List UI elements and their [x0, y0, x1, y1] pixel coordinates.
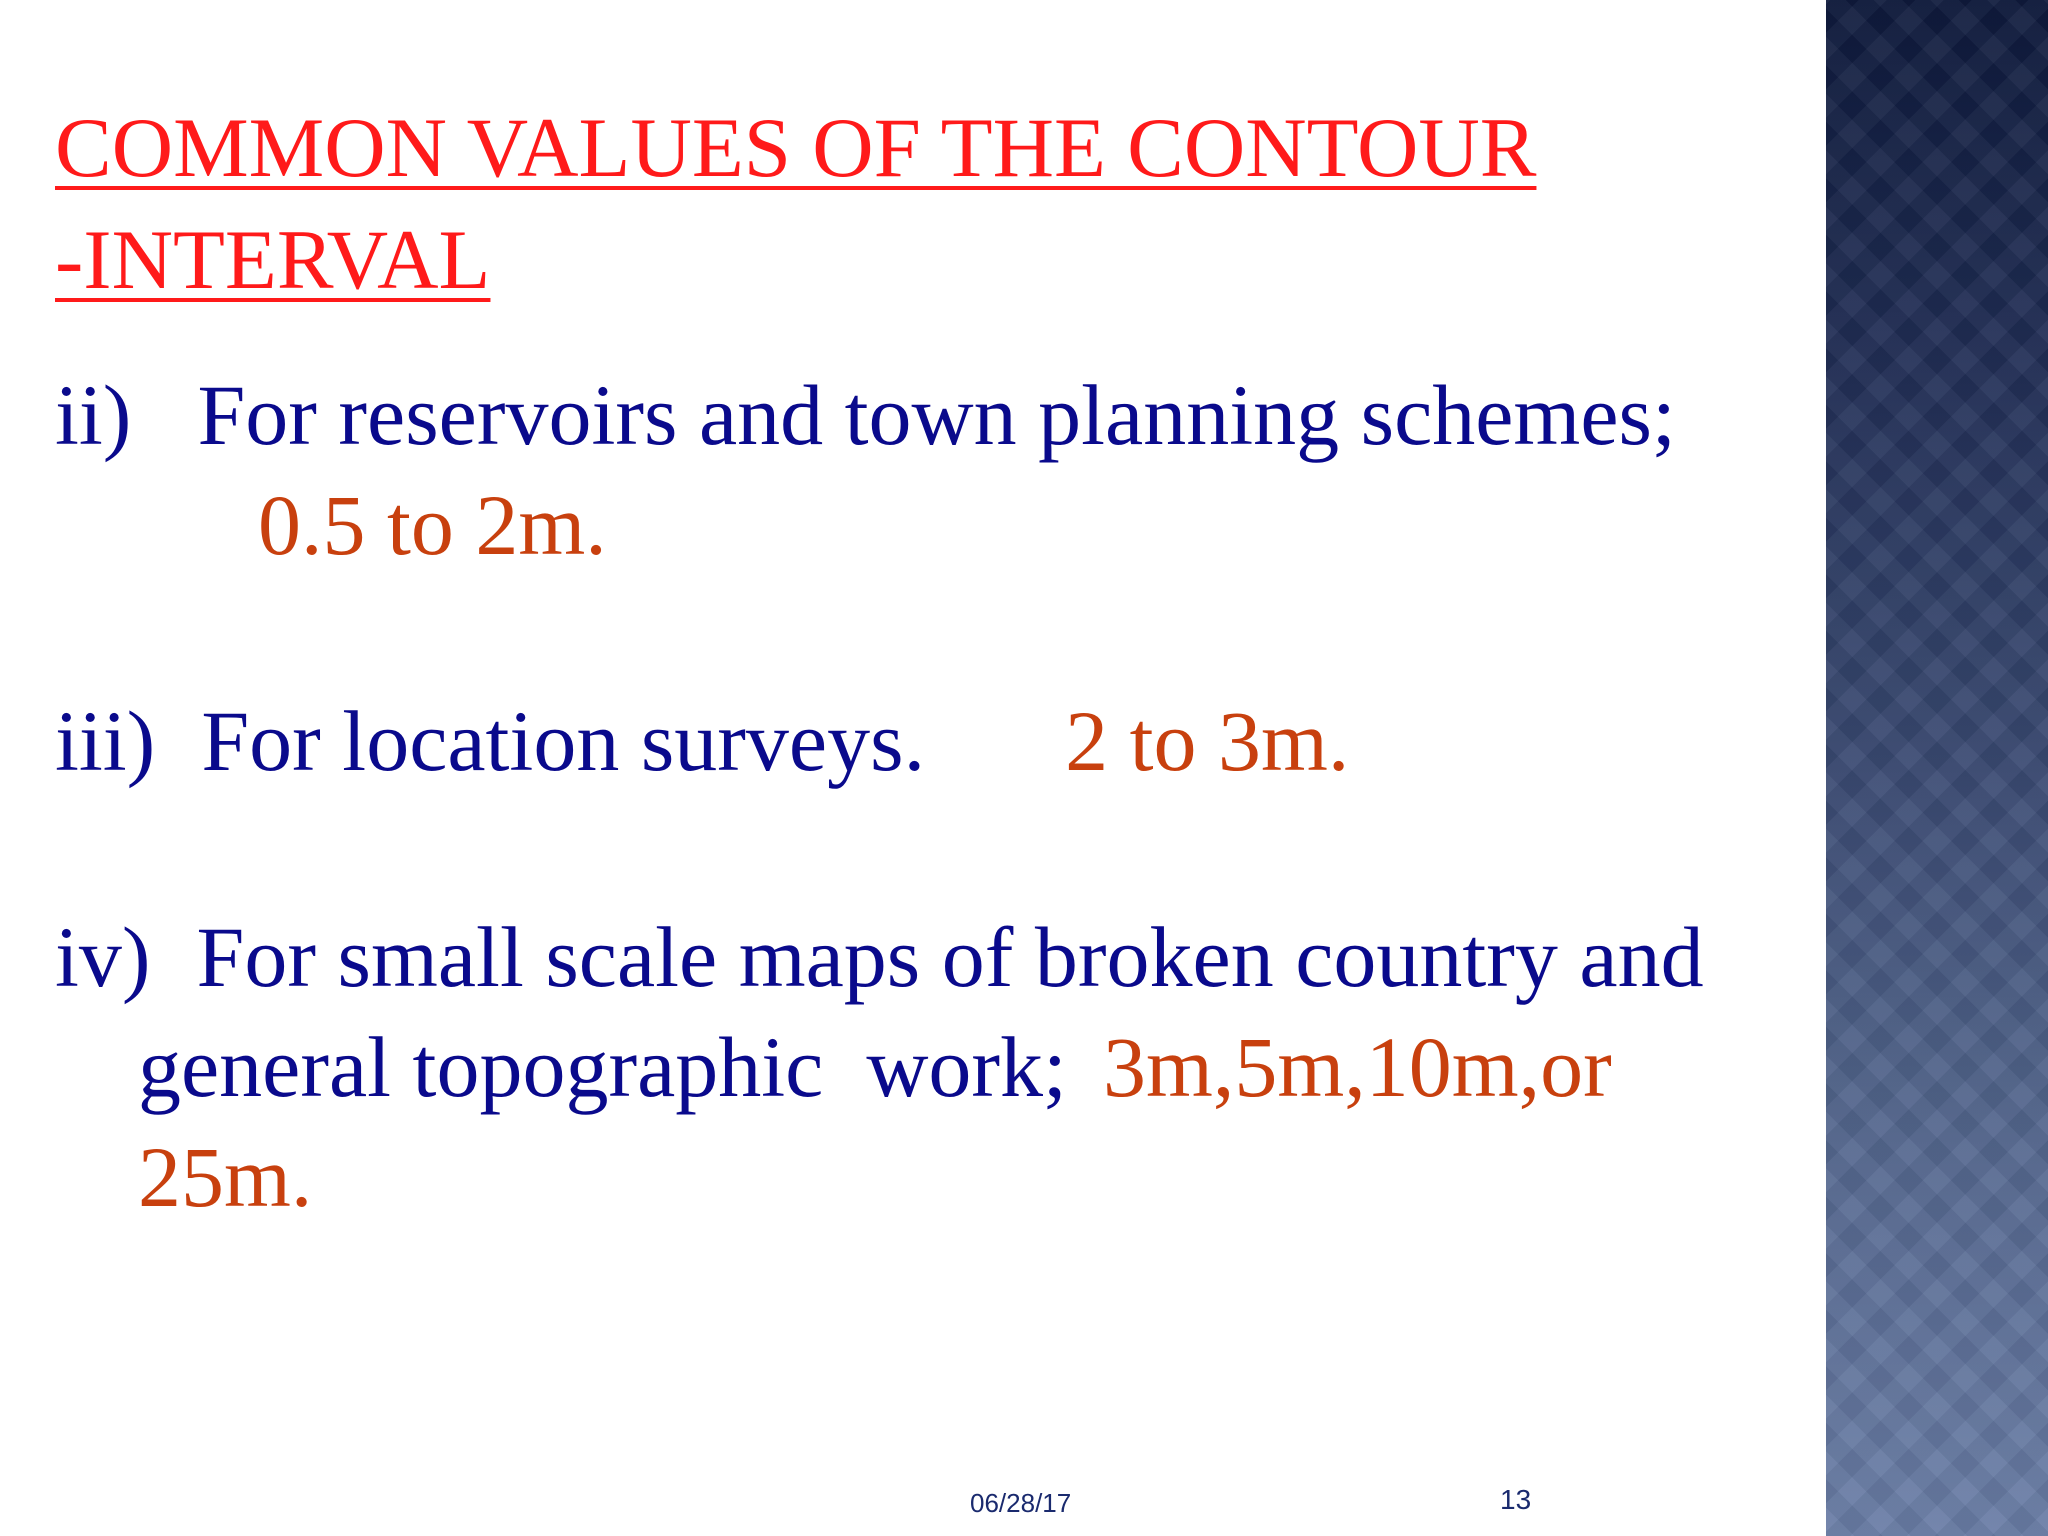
item-iv-line — [55, 902, 1704, 1012]
title-line-2: -INTERVAL — [55, 213, 491, 307]
item-iv-text-2: general topographic work; — [138, 1019, 1067, 1115]
item-ii-number: ii) — [55, 367, 132, 463]
item-iv-value-2: 25m. — [138, 1129, 313, 1225]
slide-title — [55, 92, 1755, 316]
item-ii-line — [55, 360, 1676, 470]
item-iv-value: 3m,5m,10m,or — [1102, 1019, 1612, 1115]
item-ii-value: 0.5 to 2m. — [258, 477, 607, 573]
item-iii-line — [55, 686, 1349, 796]
item-ii-text: For reservoirs and town planning schemes; — [197, 367, 1676, 463]
item-iv-number: iv) — [55, 909, 151, 1005]
item-iii-text: For location surveys. — [201, 693, 926, 789]
item-iv-line-2 — [138, 1012, 1612, 1122]
decorative-sidebar — [1826, 0, 2048, 1536]
title-line-1: COMMON VALUES OF THE CONTOUR — [55, 101, 1537, 195]
footer-date: 06/28/17 — [970, 1488, 1072, 1518]
item-iii-number: iii) — [55, 693, 156, 789]
item-iv-text: For small scale maps of broken country and — [196, 909, 1704, 1005]
item-iii-value: 2 to 3m. — [1065, 693, 1350, 789]
footer-page-number: 13 — [1500, 1484, 1532, 1515]
